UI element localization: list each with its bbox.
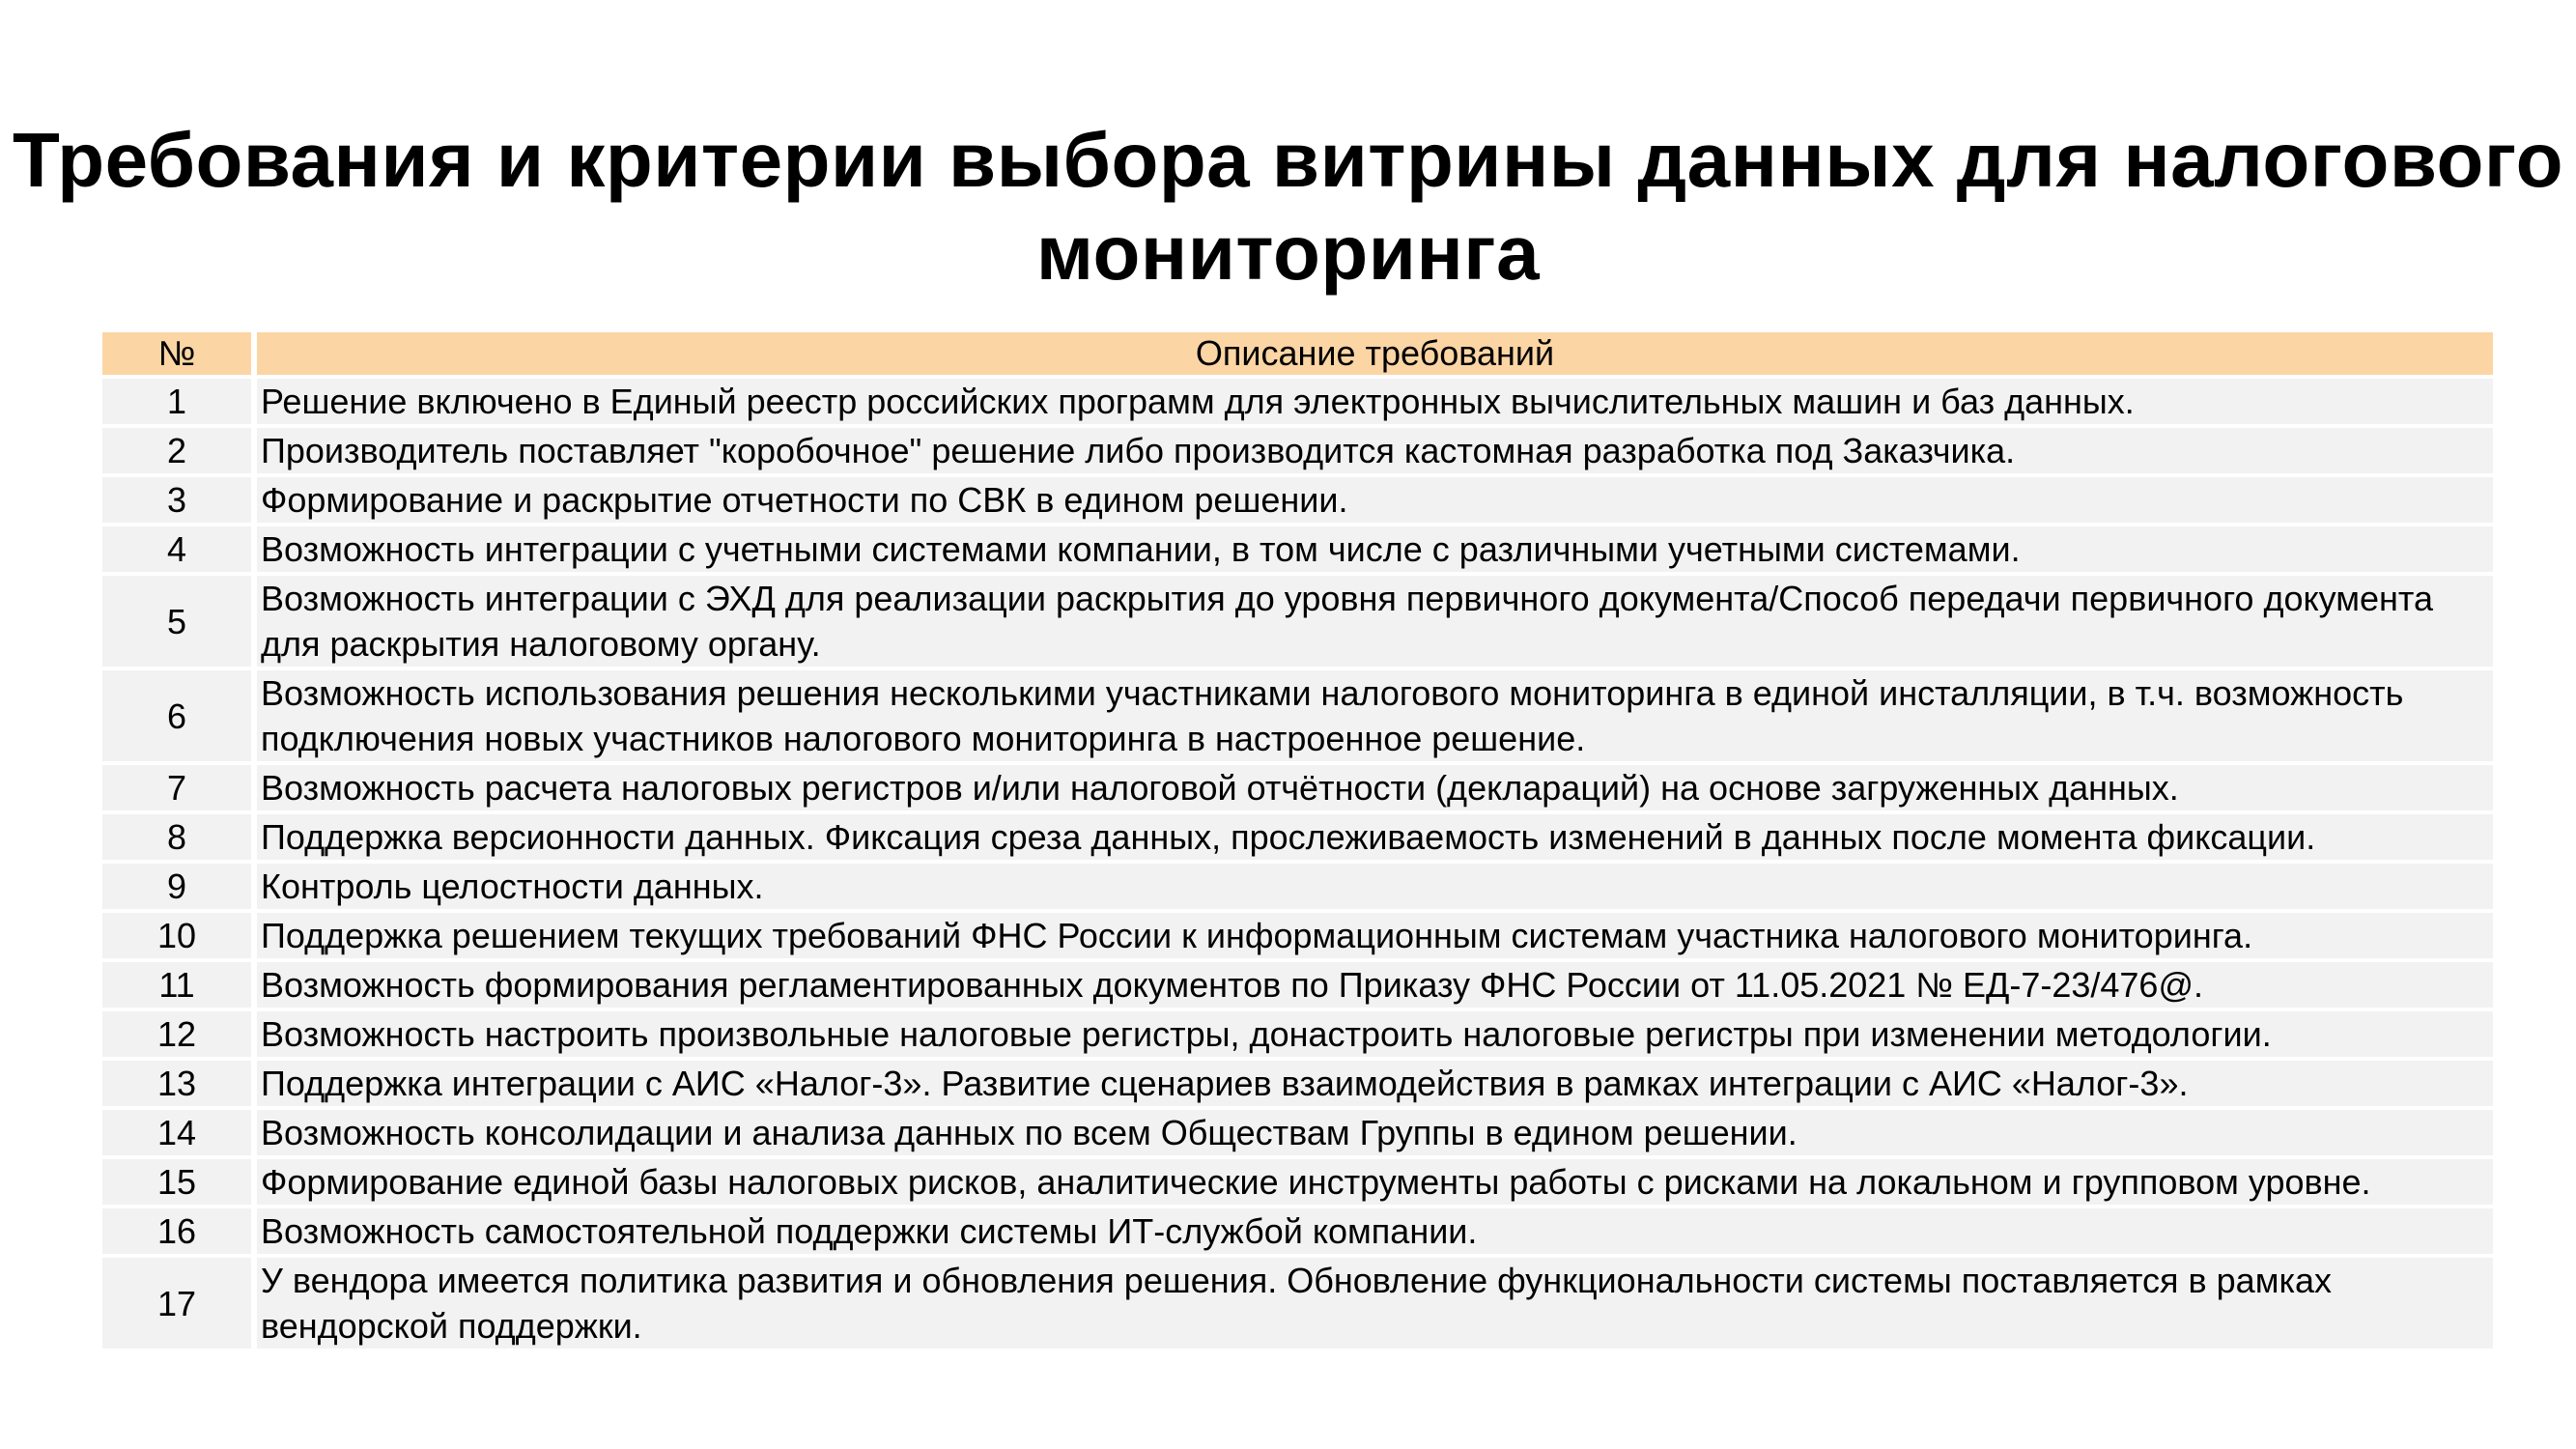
row-number: 2 [102, 428, 257, 477]
row-description: У вендора имеется политика развития и обновления решения. Обновление функциональности системы поставляется в рамках вендорской поддержки. [257, 1258, 2493, 1352]
table-row [102, 814, 2493, 864]
table-row [102, 1011, 2493, 1061]
row-description: Поддержка решением текущих требований ФНС России к информационным системам участника налогового мониторинга. [257, 913, 2493, 962]
table-row [102, 962, 2493, 1011]
row-description: Формирование единой базы налоговых рисков, аналитические инструменты работы с рисками на локальном и групповом уровне. [257, 1159, 2493, 1208]
row-description: Возможность консолидации и анализа данных по всем Обществам Группы в едином решении. [257, 1110, 2493, 1159]
table-row [102, 1159, 2493, 1208]
column-header-description: Описание требований [257, 332, 2493, 379]
row-number: 5 [102, 576, 257, 670]
row-description: Возможность настроить произвольные налоговые регистры, донастроить налоговые регистры при изменении методологии. [257, 1011, 2493, 1061]
row-number: 14 [102, 1110, 257, 1159]
row-number: 9 [102, 864, 257, 913]
table-row [102, 913, 2493, 962]
row-description: Возможность самостоятельной поддержки системы ИТ-службой компании. [257, 1208, 2493, 1258]
row-description: Формирование и раскрытие отчетности по СВК в едином решении. [257, 477, 2493, 526]
table-row [102, 1061, 2493, 1110]
table-row [102, 379, 2493, 428]
row-number: 10 [102, 913, 257, 962]
row-description: Поддержка версионности данных. Фиксация среза данных, прослеживаемость изменений в данных после момента фиксации. [257, 814, 2493, 864]
row-number: 3 [102, 477, 257, 526]
table-row [102, 1110, 2493, 1159]
row-description: Возможность интеграции с учетными системами компании, в том числе с различными учетными системами. [257, 526, 2493, 576]
row-number: 17 [102, 1258, 257, 1352]
table-row [102, 670, 2493, 765]
row-number: 7 [102, 765, 257, 814]
row-description: Контроль целостности данных. [257, 864, 2493, 913]
row-description: Решение включено в Единый реестр российских программ для электронных вычислительных машин и баз данных. [257, 379, 2493, 428]
row-number: 6 [102, 670, 257, 765]
table-row [102, 765, 2493, 814]
row-number: 4 [102, 526, 257, 576]
column-header-number: № [102, 332, 257, 379]
row-description: Возможность расчета налоговых регистров и/или налоговой отчётности (деклараций) на основе загруженных данных. [257, 765, 2493, 814]
row-description: Возможность использования решения несколькими участниками налогового мониторинга в единой инсталляции, в т.ч. возможность подключения новых участников налогового мониторинга в настроенное решение. [257, 670, 2493, 765]
table-row [102, 1258, 2493, 1352]
table-row [102, 428, 2493, 477]
row-description: Поддержка интеграции с АИС «Налог-3». Развитие сценариев взаимодействия в рамках интеграции с АИС «Налог-3». [257, 1061, 2493, 1110]
row-description: Возможность интеграции с ЭХД для реализации раскрытия до уровня первичного документа/Способ передачи первичного документа для раскрытия налоговому органу. [257, 576, 2493, 670]
requirements-table [102, 332, 2493, 1352]
table-header-row [102, 332, 2493, 379]
row-number: 12 [102, 1011, 257, 1061]
row-number: 15 [102, 1159, 257, 1208]
row-number: 1 [102, 379, 257, 428]
row-number: 13 [102, 1061, 257, 1110]
table-row [102, 477, 2493, 526]
table-row [102, 1208, 2493, 1258]
table-row [102, 526, 2493, 576]
row-number: 8 [102, 814, 257, 864]
table-row [102, 864, 2493, 913]
slide-title: Требования и критерии выбора витрины данных для налогового мониторинга [12, 117, 2564, 296]
row-description: Возможность формирования регламентированных документов по Приказу ФНС России от 11.05.2021 № ЕД-7-23/476@. [257, 962, 2493, 1011]
row-description: Производитель поставляет "коробочное" решение либо производится кастомная разработка под Заказчика. [257, 428, 2493, 477]
row-number: 11 [102, 962, 257, 1011]
row-number: 16 [102, 1208, 257, 1258]
table-row [102, 576, 2493, 670]
